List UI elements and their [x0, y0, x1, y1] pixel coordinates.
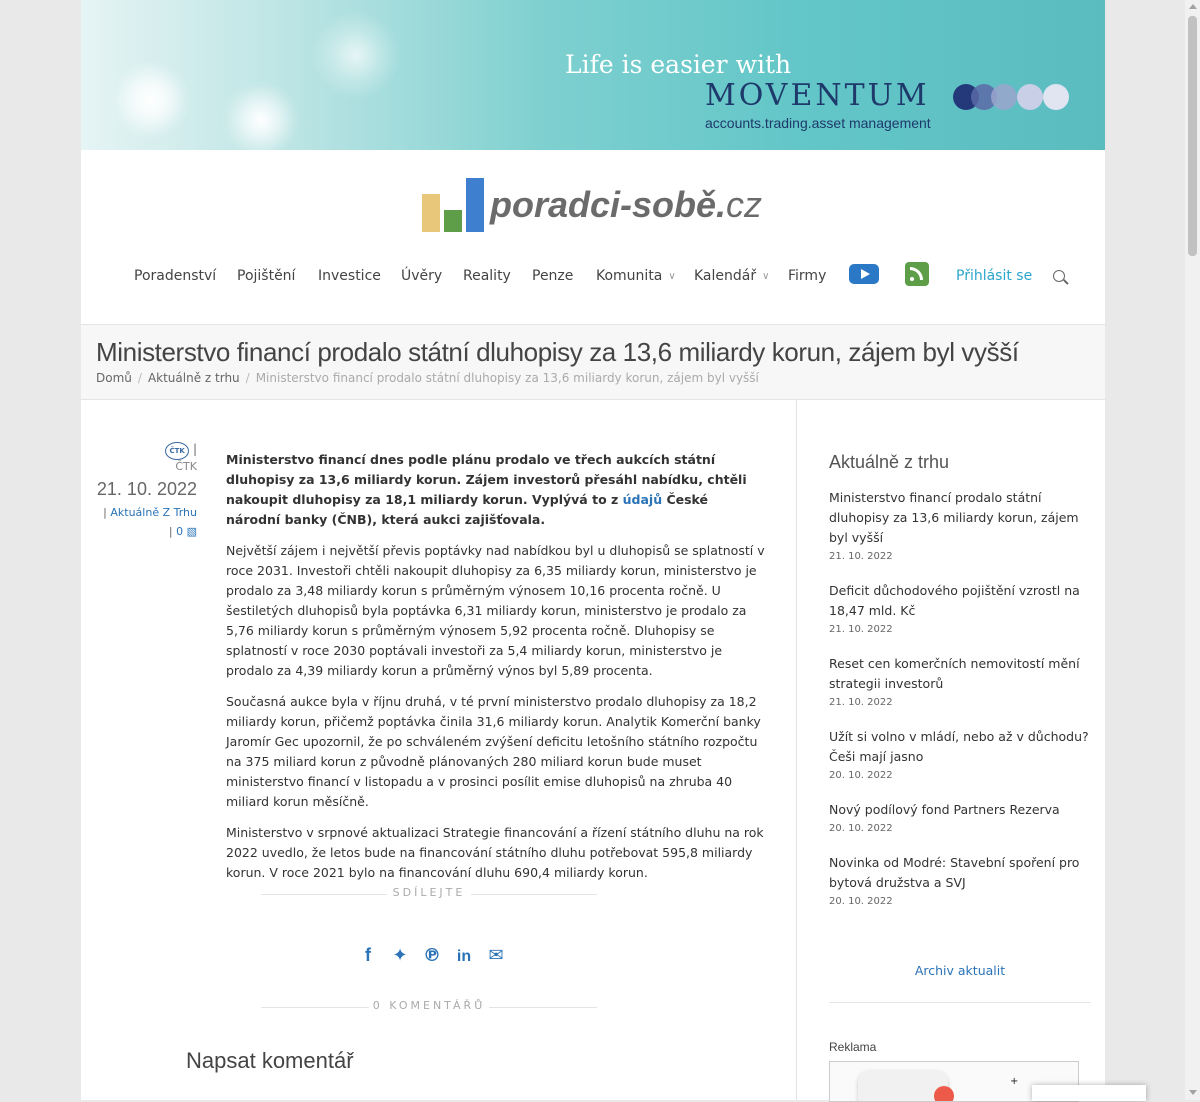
- breadcrumb: [96, 371, 759, 385]
- email-icon[interactable]: ✉: [488, 945, 504, 966]
- breadcrumb-separator: /: [137, 371, 142, 385]
- share-icons: [357, 944, 517, 968]
- list-item: [829, 654, 1091, 708]
- share-label: SDÍLEJTE: [392, 886, 466, 899]
- list-item: [829, 853, 1091, 907]
- nav-item-uvery[interactable]: Úvěry: [401, 268, 443, 284]
- news-link[interactable]: Deficit důchodového pojištění vzrostl na 18,47 mld. Kč: [829, 583, 1080, 618]
- article-body: [226, 450, 766, 894]
- news-date: 20. 10. 2022: [829, 770, 893, 781]
- article-comments-count[interactable]: 0: [176, 525, 184, 538]
- article-paragraph: Ministerstvo v srpnové aktualizaci Strategie financování a řízení státního dluhu na rok 2022 uvedlo, že letos bude na financování státního dluhu potřebovat 595,8 miliardy korun. V roce 2021 bylo na financování dluhu 690,4 miliardy korun.: [226, 825, 764, 880]
- write-comment-heading: Napsat komentář: [186, 1048, 354, 1073]
- facebook-icon[interactable]: f: [365, 945, 371, 965]
- meta-separator: |: [168, 525, 173, 538]
- ad-label: Reklama: [829, 1040, 877, 1054]
- sidebar-divider: [796, 399, 797, 1100]
- logo-text: [490, 184, 762, 226]
- logo-bar-3: [466, 178, 484, 232]
- article-category-link[interactable]: Aktuálně Z Trhu: [110, 506, 197, 519]
- page: [81, 0, 1105, 1100]
- news-date: 21. 10. 2022: [829, 624, 893, 635]
- nav-item-pojisteni[interactable]: Pojištění: [237, 268, 296, 284]
- brand-circle-icon: [991, 84, 1017, 110]
- brand-circle-icon: [1017, 84, 1043, 110]
- banner-subline: accounts.trading.asset management: [705, 115, 931, 131]
- nav-item-firmy[interactable]: Firmy: [788, 268, 827, 284]
- breadcrumb-current: Ministerstvo financí prodalo státní dluhopisy za 13,6 miliardy korun, zájem byl vyšší: [255, 371, 759, 385]
- list-item: [829, 488, 1091, 562]
- nav-item-komunita-label: Komunita: [596, 268, 663, 284]
- article-date: 21. 10. 2022: [96, 479, 197, 499]
- linkedin-icon[interactable]: in: [456, 948, 472, 965]
- meta-separator: |: [103, 506, 107, 519]
- nav-item-penze[interactable]: Penze: [532, 268, 574, 284]
- news-link[interactable]: Reset cen komerčních nemovitostí mění strategii investorů: [829, 656, 1080, 691]
- article-lead: [226, 450, 766, 530]
- news-date: 21. 10. 2022: [829, 551, 893, 562]
- moventum-banner-ad[interactable]: [81, 0, 1105, 150]
- banner-tagline: Life is easier with: [565, 50, 792, 79]
- article-paragraph: Největší zájem i největší převis poptávky nad nabídkou byl u dluhopisů se splatností v roce 2031. Investoři chtěli nakoupit dluhopisy za 6,35 miliardy korun, ministerstvo je prodalo za 3,48 miliardy korun s průměrným výnosem 10,16 procenta ročně. U šestiletých dluhopisů byla poptávka 6,31 miliardy korun, ministerstvo je prodalo za 5,76 miliardy korun s průměrným výnosem 5,92 procenta ročně. Dluhopisy se splatností v roce 2030 poptávali investoři za 5,4 miliardy korun, ministerstvo je prodalo za 4,39 miliardy korun a průměrný výnos byl 5,89 procenta.: [226, 543, 765, 678]
- login-link[interactable]: Přihlásit se: [956, 268, 1033, 284]
- nav-item-poradenstvi[interactable]: Poradenství: [134, 268, 217, 284]
- list-item: [829, 800, 1091, 834]
- breadcrumb-category[interactable]: Aktuálně z trhu: [147, 371, 240, 385]
- article-lead-text-end: České národní banky (ČNB), která aukci zajišťovala.: [226, 492, 709, 527]
- news-link[interactable]: Užít si volno v mládí, nebo až v důchodu? Češi mají jasno: [829, 729, 1089, 764]
- pinterest-icon[interactable]: ℗: [423, 945, 441, 966]
- list-item: [829, 727, 1091, 781]
- brand-circle-icon: [1043, 84, 1069, 110]
- twitter-icon[interactable]: ✦: [392, 945, 408, 966]
- rss-icon[interactable]: [905, 262, 929, 286]
- nav-item-kalendar-label: Kalendář: [694, 268, 757, 284]
- news-date: 21. 10. 2022: [829, 697, 893, 708]
- chevron-down-icon: ∨: [762, 270, 770, 282]
- article-lead-text: Ministerstvo financí dnes podle plánu prodalo ve třech aukcích státní dluhopisy za 13,6 miliardy korun. Zájem investorů přesáhl nabídku, chtěli nakoupit dluhopisy za 18,1 miliardy korun. Vyplývá to z: [226, 452, 747, 507]
- article-paragraph: Současná aukce byla v říjnu druhá, v té první ministerstvo prodalo dluhopisy za 18,2 miliardy korun, přičemž poptávka činila 31,6 miliardy korun. Analytik Komerční banky Jaromír Gec upozornil, že po schváleném zvýšení deficitu letošního státního rozpočtu na 375 miliard korun z původně plánovaných 280 miliard korun bude muset ministerstvo financí v listopadu a v prosinci posílit emise dluhopisů na zhruba 40 miliard korun měsíčně.: [226, 694, 761, 809]
- nav-item-investice[interactable]: Investice: [318, 268, 381, 284]
- sidebar-divider-horizontal: [829, 1002, 1091, 1003]
- news-date: 20. 10. 2022: [829, 896, 893, 907]
- news-date: 20. 10. 2022: [829, 823, 893, 834]
- breadcrumb-home[interactable]: Domů: [96, 371, 132, 385]
- nav-item-komunita[interactable]: [596, 268, 676, 284]
- dandelion-image-2: [221, 80, 301, 150]
- sidebar-title: Aktuálně z trhu: [829, 452, 950, 472]
- page-title: Ministerstvo financí prodalo státní dluhopisy za 13,6 miliardy korun, zájem byl vyšší: [96, 337, 1019, 367]
- comments-icon[interactable]: ▧: [186, 525, 197, 538]
- nav-item-reality[interactable]: Reality: [463, 268, 511, 284]
- list-item: [829, 581, 1091, 635]
- nav-item-kalendar[interactable]: [694, 268, 769, 284]
- news-link[interactable]: Ministerstvo financí prodalo státní dluhopisy za 13,6 miliardy korun, zájem byl vyšší: [829, 490, 1079, 545]
- page-title-area: [81, 324, 1105, 400]
- comments-label: 0 KOMENTÁŘŮ: [372, 999, 486, 1012]
- news-link[interactable]: Novinka od Modré: Stavební spoření pro bytová družstva a SVJ: [829, 855, 1080, 890]
- banner-brand: MOVENTUM: [705, 78, 930, 113]
- scroll-down-arrow-icon[interactable]: [1189, 1090, 1197, 1095]
- sidebar-news-list: [829, 488, 1091, 926]
- chevron-down-icon: ∨: [668, 270, 676, 282]
- meta-separator: |: [192, 442, 197, 456]
- logo-bar-2: [444, 210, 462, 232]
- article-meta: [81, 442, 197, 538]
- logo-name: poradci-sobě.: [490, 184, 727, 225]
- dandelion-image-3: [311, 10, 401, 100]
- logo-bar-1: [422, 194, 440, 232]
- scroll-up-arrow-icon[interactable]: [1189, 4, 1197, 9]
- archive-link[interactable]: Archiv aktualit: [914, 963, 1006, 978]
- article-author: ČTK: [175, 460, 197, 473]
- search-icon[interactable]: [1053, 270, 1065, 282]
- breadcrumb-separator: /: [245, 371, 250, 385]
- floating-widget[interactable]: [1032, 1085, 1146, 1101]
- ctk-logo: ČTK: [165, 442, 189, 460]
- main-nav: [81, 262, 1105, 292]
- plus-icon: +: [1010, 1076, 1019, 1087]
- scrollbar-thumb[interactable]: [1188, 16, 1197, 256]
- youtube-icon[interactable]: [849, 264, 879, 284]
- dandelion-image: [111, 60, 191, 140]
- news-link[interactable]: Nový podílový fond Partners Rezerva: [829, 802, 1060, 817]
- logo-tld: cz: [726, 184, 763, 225]
- data-link[interactable]: údajů: [622, 492, 663, 507]
